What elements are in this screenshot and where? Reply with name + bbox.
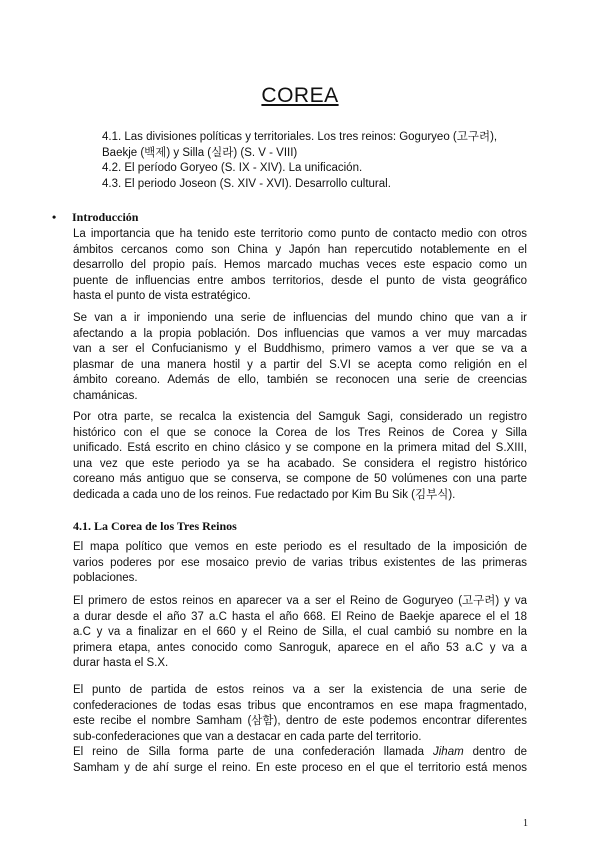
text-line: El primero de estos reinos en aparecer va a ser el Reino de Goguryeo (고구려) y va: [73, 595, 527, 607]
text-line: a durar desde el año 37 a.C hasta el año 668. El Reino de Baekje aparece el el 18: [73, 610, 527, 623]
page-number: 1: [523, 818, 528, 829]
text-fragment: El reino de Silla forma parte de una confederación llamada: [73, 746, 433, 758]
text-line: histórico con el que se conoce la Corea de los Tres Reinos de Corea y Silla: [73, 426, 527, 439]
paragraph-intro: [73, 227, 527, 305]
text-line: Samham y de ahí surge el reino. En este proceso en el que el territorio está menos: [73, 761, 527, 774]
text-line: hasta el punto de vista estratégico.: [73, 290, 251, 302]
text-line: ámbitos cercanos como son China y Japón han repercutido notablemente en el: [73, 243, 527, 256]
text-line: chamánicas.: [73, 389, 138, 402]
text-line: Por otra parte, se recalca la existencia del Samguk Sagi, considerado un registro: [73, 411, 527, 423]
section-heading: 4.1. La Corea de los Tres Reinos: [73, 519, 237, 533]
text-line: El mapa político que vemos en este periodo es el resultado de la imposición de: [73, 541, 527, 553]
page-title: COREA: [261, 84, 339, 107]
toc-line: 4.3. El periodo Joseon (S. XIV - XVI). Desarrollo cultural.: [102, 177, 391, 190]
text-fragment: dentro de: [463, 746, 527, 758]
text-line: coreano más antiguo que se conserva, se compone de 50 volúmenes con una parte: [73, 473, 527, 485]
text-line: El punto de partida de estos reinos va a ser la existencia de una serie de: [73, 684, 527, 696]
text-line: plasmar de una manera hostil y a partir del S.VI se acepta como religión en el: [73, 358, 527, 371]
text-line: a.C y va a finalizar en el 660 y el Reino de Silla, el cual cambió su nombre en la: [73, 626, 527, 638]
text-line: poblaciones.: [73, 572, 138, 584]
toc-line: Baekje (백제) y Silla (실라) (S. V - VIII): [102, 146, 298, 159]
italic-term: Jiham: [433, 746, 464, 758]
text-line: desarrollo del propio país. Hemos marcado muchas veces este espacio como un: [73, 259, 527, 271]
text-line: unificado. Está escrito en chino clásico y se compone en la primera mitad del S.XIII,: [73, 442, 527, 454]
text-line: confederaciones de todas esas tribus que encontramos en ese mapa fragmentado,: [73, 699, 527, 712]
text-line: durar hasta el S.X.: [73, 657, 169, 669]
text-line: puente de influencias entre ambos territorios, desde el punto de vista geográfico: [73, 274, 527, 287]
text-line: van a ser el Confucianismo y el Buddhismo, primero vamos a ver que se va a: [73, 343, 527, 355]
toc-line: 4.2. El período Goryeo (S. IX - XIV). La unificación.: [102, 162, 363, 174]
paragraph-kingdoms: [73, 594, 527, 672]
text-line: Se van a ir imponiendo una serie de influencias del mundo chino que van a ir: [73, 312, 527, 324]
paragraph-samguk-sagi: [73, 410, 527, 503]
text-line: dedicada a cada uno de los reinos. Fue redactado por Kim Bu Sik (김부식).: [73, 488, 456, 501]
bullet-icon: •: [52, 210, 57, 224]
paragraph-political-map: [73, 540, 527, 587]
table-of-contents: [102, 130, 542, 192]
intro-heading: Introducción: [72, 210, 139, 224]
text-line-mixed: [73, 745, 527, 761]
text-line: este recibe el nombre Samham (삼함), dentro de este podemos encontrar diferentes: [73, 715, 527, 727]
paragraph-influences: [73, 311, 527, 404]
text-line: primera etapa, antes conocido como Sanroguk, aparece en el año 53 a.C y va a: [73, 641, 527, 654]
toc-line: 4.1. Las divisiones políticas y territoriales. Los tres reinos: Goguryeo (고구려),: [102, 131, 498, 143]
text-line: una vez que este periodo ya se ha acabado. Se considera el registro histórico: [73, 457, 527, 470]
text-line: afectando a la propia población. Dos influencias que vamos a ver muy marcadas: [73, 327, 527, 340]
text-line: sub-confederaciones que van a destacar en cada parte del territorio.: [73, 730, 422, 743]
paragraph-confederations: [73, 683, 527, 776]
text-line: La importancia que ha tenido este territorio como punto de contacto medio con otros: [73, 228, 527, 240]
text-line: varios poderes por ese mosaico previo de varias tribus existentes de las primeras: [73, 556, 527, 569]
text-line: ámbito coreano. Además de ello, también se reconocen una serie de creencias: [73, 374, 527, 386]
